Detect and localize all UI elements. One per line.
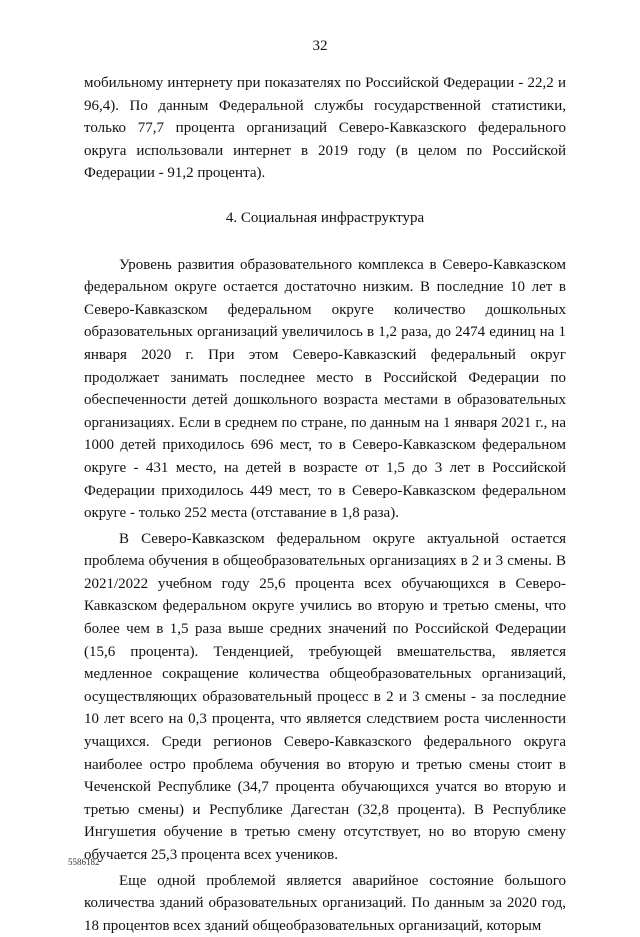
paragraph-building-condition: Еще одной проблемой является аварийное состояние большого количества зданий образовательных организаций. По данным за 2020 год, 18 процентов всех зданий общеобразовательных организаций, которым — [84, 872, 566, 934]
paragraph-school-shifts: В Северо-Кавказском федеральном округе актуальной остается проблема обучения в общеобразовательных организациях в 2 и 3 смены. В 2021/2022 учебном году 25,6 процента всех обучающихся в Северо-Кавказском федеральном округе учились во вторую и третью смены, что более чем в 1,5 раза выше средних значений по Российской Федерации (15,6 процента). Тенденцией, требующей вмешательства, является медленное сокращение количества общеобразовательных организаций, осуществляющих образовательный процесс в 2 и 3 смены - за последние 10 лет всего на 0,3 процента, что является следствием роста численности учащихся. Среди регионов Северо-Кавказского федерального округа наиболее остро проблема обучения во вторую и третью смены стоит в Чеченской Республике (34,7 процента обучающихся учатся во вторую и третью смены) и Республике Дагестан (32,8 процента). В Республике Ингушетия обучение в третью смену отсутствует, но во вторую смену обучается 25,3 процента всех учеников. — [84, 530, 566, 863]
paragraph-education-level: Уровень развития образовательного комплекса в Северо-Кавказском федеральном округе остается достаточно низким. В последние 10 лет в Северо-Кавказском федеральном округе количество дошкольных образовательных организаций увеличилось в 1,2 раза, до 2474 единиц на 1 января 2020 г. При этом Северо-Кавказский федеральный округ продолжает занимать последнее место в Российской Федерации по обеспеченности детей дошкольного возраста местами в образовательных организациях. Если в среднем по стране, по данным на 1 января 2021 г., на 1000 детей приходилось 696 мест, то в Северо-Кавказском федеральном округе - 431 место, на детей в возрасте от 1,5 до 3 лет в Российской Федерации приходилось 449 мест, то в Северо-Кавказском федеральном округе - только 252 места (отставание в 1,8 раза). — [84, 256, 566, 522]
page-number: 32 — [312, 38, 328, 54]
footer-document-code: 5586182 — [68, 857, 100, 867]
document-body — [84, 72, 566, 937]
section-heading: 4. Социальная инфраструктура — [225, 209, 425, 226]
paragraph-continued: мобильному интернету при показателях по Российской Федерации - 22,2 и 96,4). По данным Федеральной службы государственной статистики, только 77,7 процента организаций Северо-Кавказского федерального округа использовали интернет в 2019 году (в целом по Российской Федерации - 91,2 процента). — [84, 75, 566, 182]
